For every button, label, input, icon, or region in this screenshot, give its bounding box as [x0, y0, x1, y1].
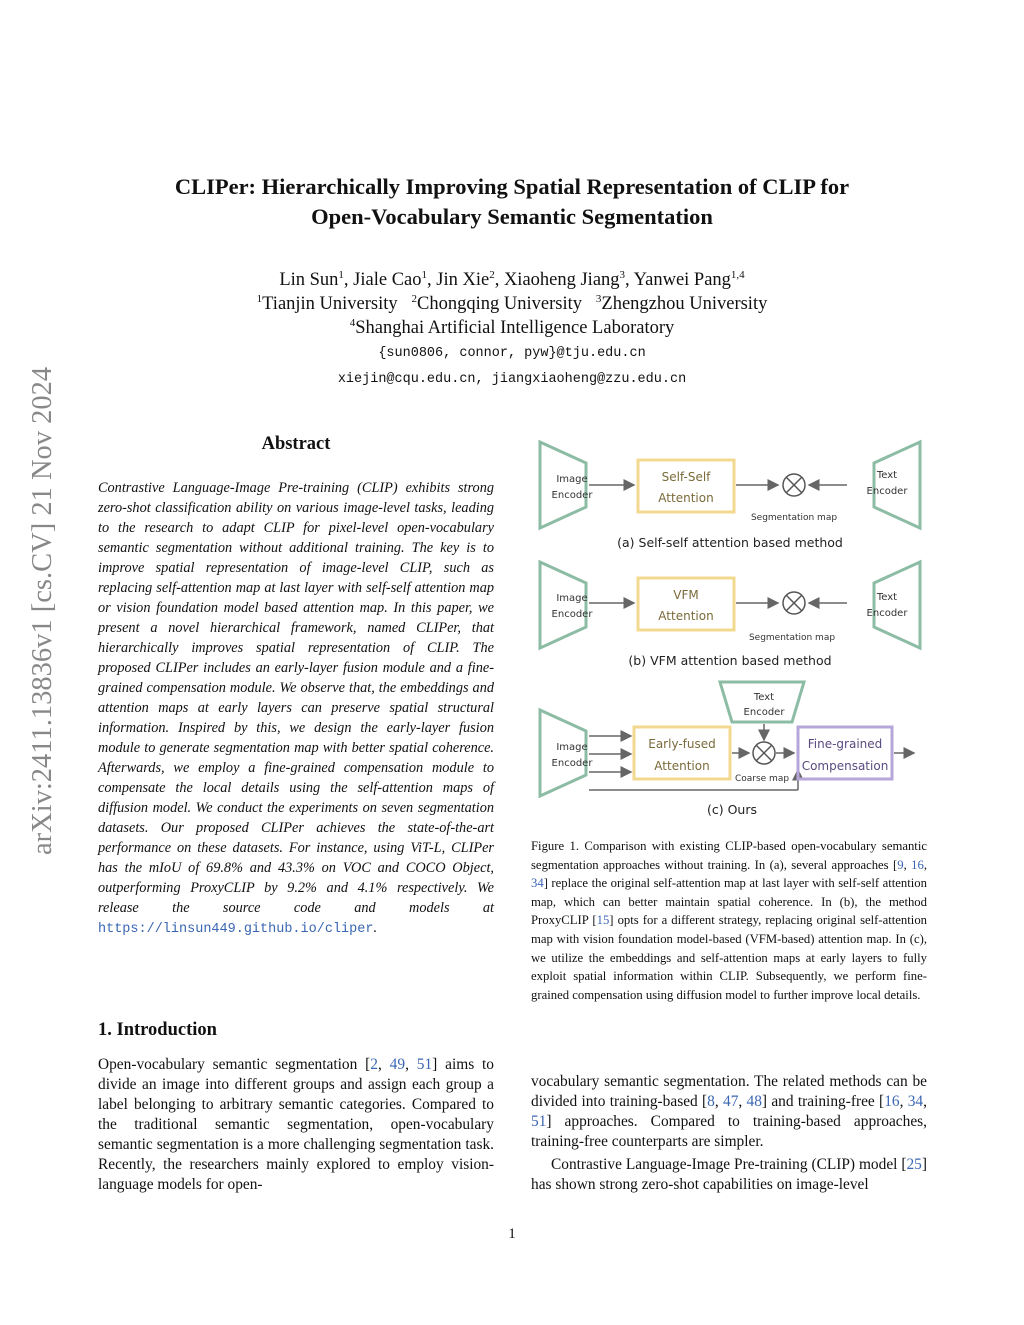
text-encoder-label: Encoder: [866, 608, 908, 619]
image-encoder-label: Encoder: [551, 758, 593, 769]
author-names: Lin Sun$^1$, Jiale Cao$^1$, Jin Xie$^2$, Xiaoheng Jiang$^3$, Yanwei Pang$^{1,4}$: [279, 268, 745, 290]
citation-link[interactable]: 16: [884, 1093, 900, 1110]
arxiv-identifier: arXiv:2411.13836v1 [cs.CV] 21 Nov 2024: [27, 366, 58, 855]
image-encoder-label: Image: [556, 474, 588, 485]
text-encoder-label: Text: [876, 592, 898, 603]
title-line-2: Open-Vocabulary Semantic Segmentation: [311, 204, 713, 229]
intro-heading: 1. Introduction: [98, 1020, 217, 1040]
citation-link[interactable]: 34: [531, 876, 544, 891]
image-encoder-shape: [540, 710, 586, 796]
citation-link[interactable]: 47: [723, 1093, 739, 1110]
paper-title: [0, 172, 1024, 232]
fine-grained-compensation-label: Fine-grained: [807, 737, 883, 751]
citation-link[interactable]: 16: [911, 857, 924, 872]
image-encoder-label: Encoder: [551, 490, 593, 501]
citation-link[interactable]: 15: [596, 913, 610, 928]
page-number: 1: [508, 1226, 516, 1242]
image-encoder-shape: [540, 562, 586, 648]
early-fused-attention-label: Early-fused: [648, 737, 716, 751]
text-encoder-label: Text: [753, 692, 775, 703]
fine-grained-compensation-label: Compensation: [801, 759, 889, 773]
text-encoder-shape: [874, 562, 920, 648]
abstract-heading: Abstract: [261, 434, 331, 454]
figure-1-caption: Figure 1. Comparison with existing CLIP-based open-vocabulary semantic segmentation approaches without training. In (a), several approaches [9, 16, 34] replace the original self-attention map at last layer with self-self attention map, which can better maintain spatial coherence. In (b), the method ProxyCLIP [15] opts for a different strategy, replacing original self-attention map with vision foundation model-based (VFM-based) attention map. In (c), we utilize the embeddings and self-attention maps at early layers to fully exploit spatial information within CLIP. Subsequently, we perform fine-grained compensation using diffusion model to further improve local details.: [531, 839, 928, 1002]
citation-link[interactable]: 2: [370, 1056, 378, 1073]
author-block: [0, 268, 1024, 392]
text-encoder-label: Text: [876, 470, 898, 481]
citation-link[interactable]: 51: [416, 1056, 433, 1073]
intro-paragraph-continued: vocabulary semantic segmentation. The related methods can be divided into training-based [8, 47, 48] and training-free [16, 34, 51] approaches. Compared to training-based approaches, training-free counterparts are simpler.: [531, 1073, 927, 1150]
text-encoder-label: Encoder: [866, 486, 908, 497]
citation-link[interactable]: 8: [707, 1093, 715, 1110]
subfigure-a-caption: (a) Self-self attention based method: [617, 535, 843, 550]
figure-1-diagram: [530, 436, 930, 826]
clip-paragraph: Contrastive Language-Image Pre-training (CLIP) model [25] has shown strong zero-shot capabilities on image-level: [531, 1156, 927, 1193]
citation-link[interactable]: 51: [531, 1113, 547, 1130]
self-self-attention-label: Attention: [658, 491, 714, 505]
intro-paragraph: Open-vocabulary semantic segmentation [2, 49, 51] aims to divide an image into different groups and assign each group a label belonging to arbitrary semantic categories. Compared to the traditional semantic segmentation, open-vocabulary semantic segmentation is a more challenging segmentation task. Recently, the researchers mainly explored to employ vision-language models for open-: [98, 1056, 495, 1193]
citation-link[interactable]: 48: [746, 1093, 762, 1110]
coarse-map-label: Coarse map: [734, 774, 790, 784]
text-encoder-shape: [874, 442, 920, 528]
citation-link[interactable]: 9: [897, 857, 904, 872]
vfm-attention-label: VFM: [673, 588, 699, 602]
image-encoder-label: Image: [556, 742, 588, 753]
vfm-attention-label: Attention: [658, 609, 714, 623]
citation-link[interactable]: 25: [906, 1156, 922, 1173]
diagram-row-b: [540, 562, 920, 668]
diagram-row-c: [540, 682, 914, 817]
text-encoder-label: Encoder: [743, 707, 785, 718]
source-code-link[interactable]: https://linsun449.github.io/cliper: [98, 922, 374, 937]
early-fused-attention-label: Attention: [654, 759, 710, 773]
segmentation-map-label: Segmentation map: [750, 513, 838, 523]
abstract-body: Contrastive Language-Image Pre-training (CLIP) exhibits strong zero-shot classification ability on various image-level tasks, leading to the research to adapt CLIP for pixel-level open-vocabulary semantic segmentation without additional training. The key is to improve spatial representation of image-level CLIP, such as replacing self-attention map at last layer with self-self attention map or vision foundation model based attention map. In this paper, we present a novel hierarchical framework, named CLIPer, that hierarchically improves spatial representation of CLIP. The proposed CLIPer includes an early-layer fusion module and a fine-grained compensation module. We observe that, the embeddings and attention maps at early layers can preserve spatial structural information. Inspired by this, we design the early-layer fusion module to generate segmentation map with better spatial coherence. Afterwards, we employ a fine-grained compensation module to compensate the local details using the self-attention maps of diffusion model. We conduct the experiments on seven segmentation datasets. Our proposed CLIPer achieves the state-of-the-art performance on these datasets. For instance, using ViT-L, CLIPer has the mIoU of 69.8% and 43.3% on VOC and COCO Object, outperforming ProxyCLIP by 9.2% and 4.1% respectively. We release the source code and models at https://linsun449.github.io/cliper.: [98, 480, 494, 937]
title-line-1: CLIPer: Hierarchically Improving Spatial Representation of CLIP for: [174, 174, 850, 199]
self-self-attention-label: Self-Self: [661, 470, 711, 484]
diagram-row-a: [540, 442, 920, 550]
image-encoder-label: Image: [556, 593, 588, 604]
affiliation-4: $^4$Shanghai Artificial Intelligence Laboratory: [349, 316, 675, 338]
image-encoder-label: Encoder: [551, 609, 593, 620]
subfigure-b-caption: (b) VFM attention based method: [628, 653, 832, 668]
image-encoder-shape: [540, 442, 586, 528]
segmentation-map-label: Segmentation map: [748, 633, 836, 643]
author-emails-2: xiejin@cqu.edu.cn, jiangxiaoheng@zzu.edu.cn: [337, 372, 687, 387]
author-emails-1: {sun0806, connor, pyw}@tju.edu.cn: [378, 346, 646, 361]
citation-link[interactable]: 49: [389, 1056, 406, 1073]
citation-link[interactable]: 34: [907, 1093, 924, 1110]
subfigure-c-caption: (c) Ours: [706, 802, 758, 817]
affiliations: $^1$Tianjin University $^2$Chongqing University $^3$Zhengzhou University: [256, 292, 768, 314]
